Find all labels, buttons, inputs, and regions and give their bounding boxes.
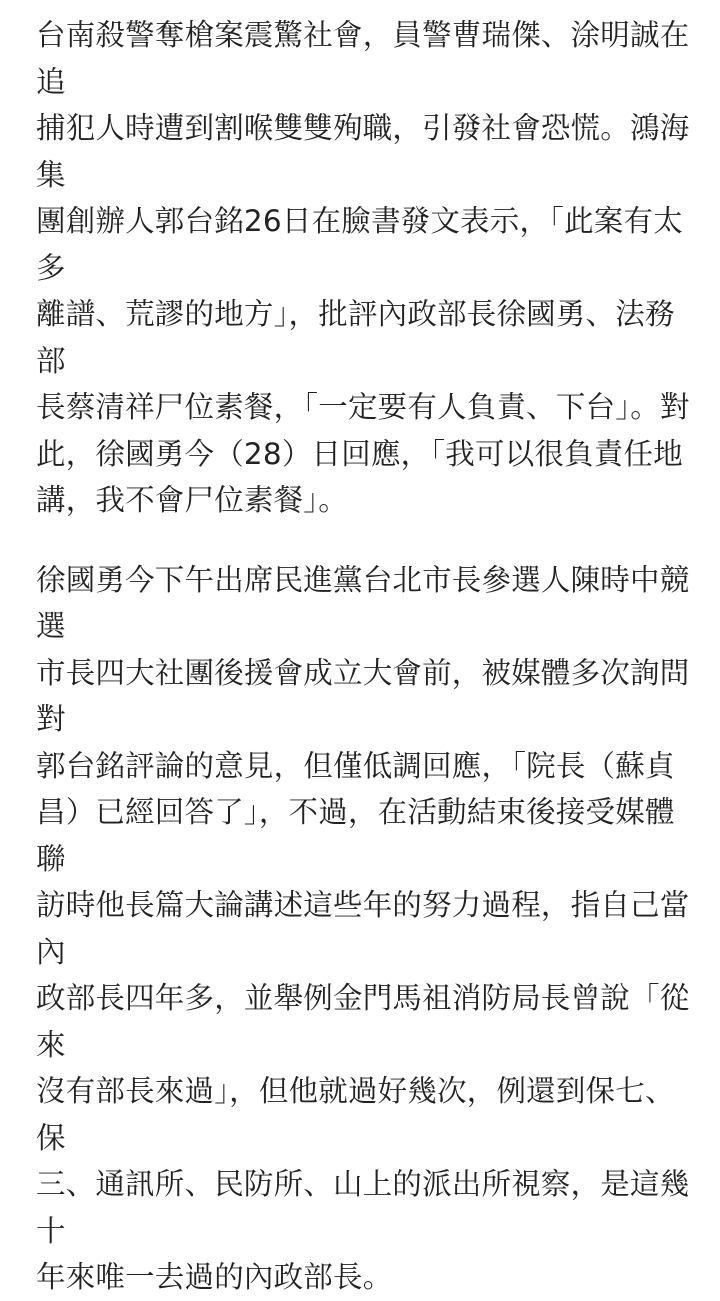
article-body bbox=[36, 12, 696, 1301]
article-paragraph-2: 徐國勇今下午出席民進黨台北市長參選人陳時中競選 市長四大社團後援會成立大會前，被媒體多次詢問對 郭台銘評論的意見，但僅低調回應，「院長（蘇貞 昌）已經回答了」，不過，在活動結束後接受媒體聯 訪時他長篇大論講述這些年的努力過程，指自己當內 政部長四年多，並舉例金門馬祖消防局長曾說「從來 沒有部長來過」，但他就過好幾次，例還到保七、保 三、通訊所、民防所、山上的派出所視察，是這幾十 年來唯一去過的內政部長。 bbox=[36, 562, 690, 1294]
article-paragraph-1: 台南殺警奪槍案震驚社會，員警曹瑞傑、涂明誠在追 捕犯人時遭到割喉雙雙殉職，引發社會恐慌。鴻海集 團創辦人郭台銘26日在臉書發文表示，「此案有太多 離譜、荒謬的地方」，批評內政部長徐國勇、法務部 長蔡清祥尸位素餐，「一定要有人負責、下台」。對 此，徐國勇今（28）日回應，「我可以很負責任地 講，我不會尸位素餐」。 bbox=[36, 18, 690, 517]
